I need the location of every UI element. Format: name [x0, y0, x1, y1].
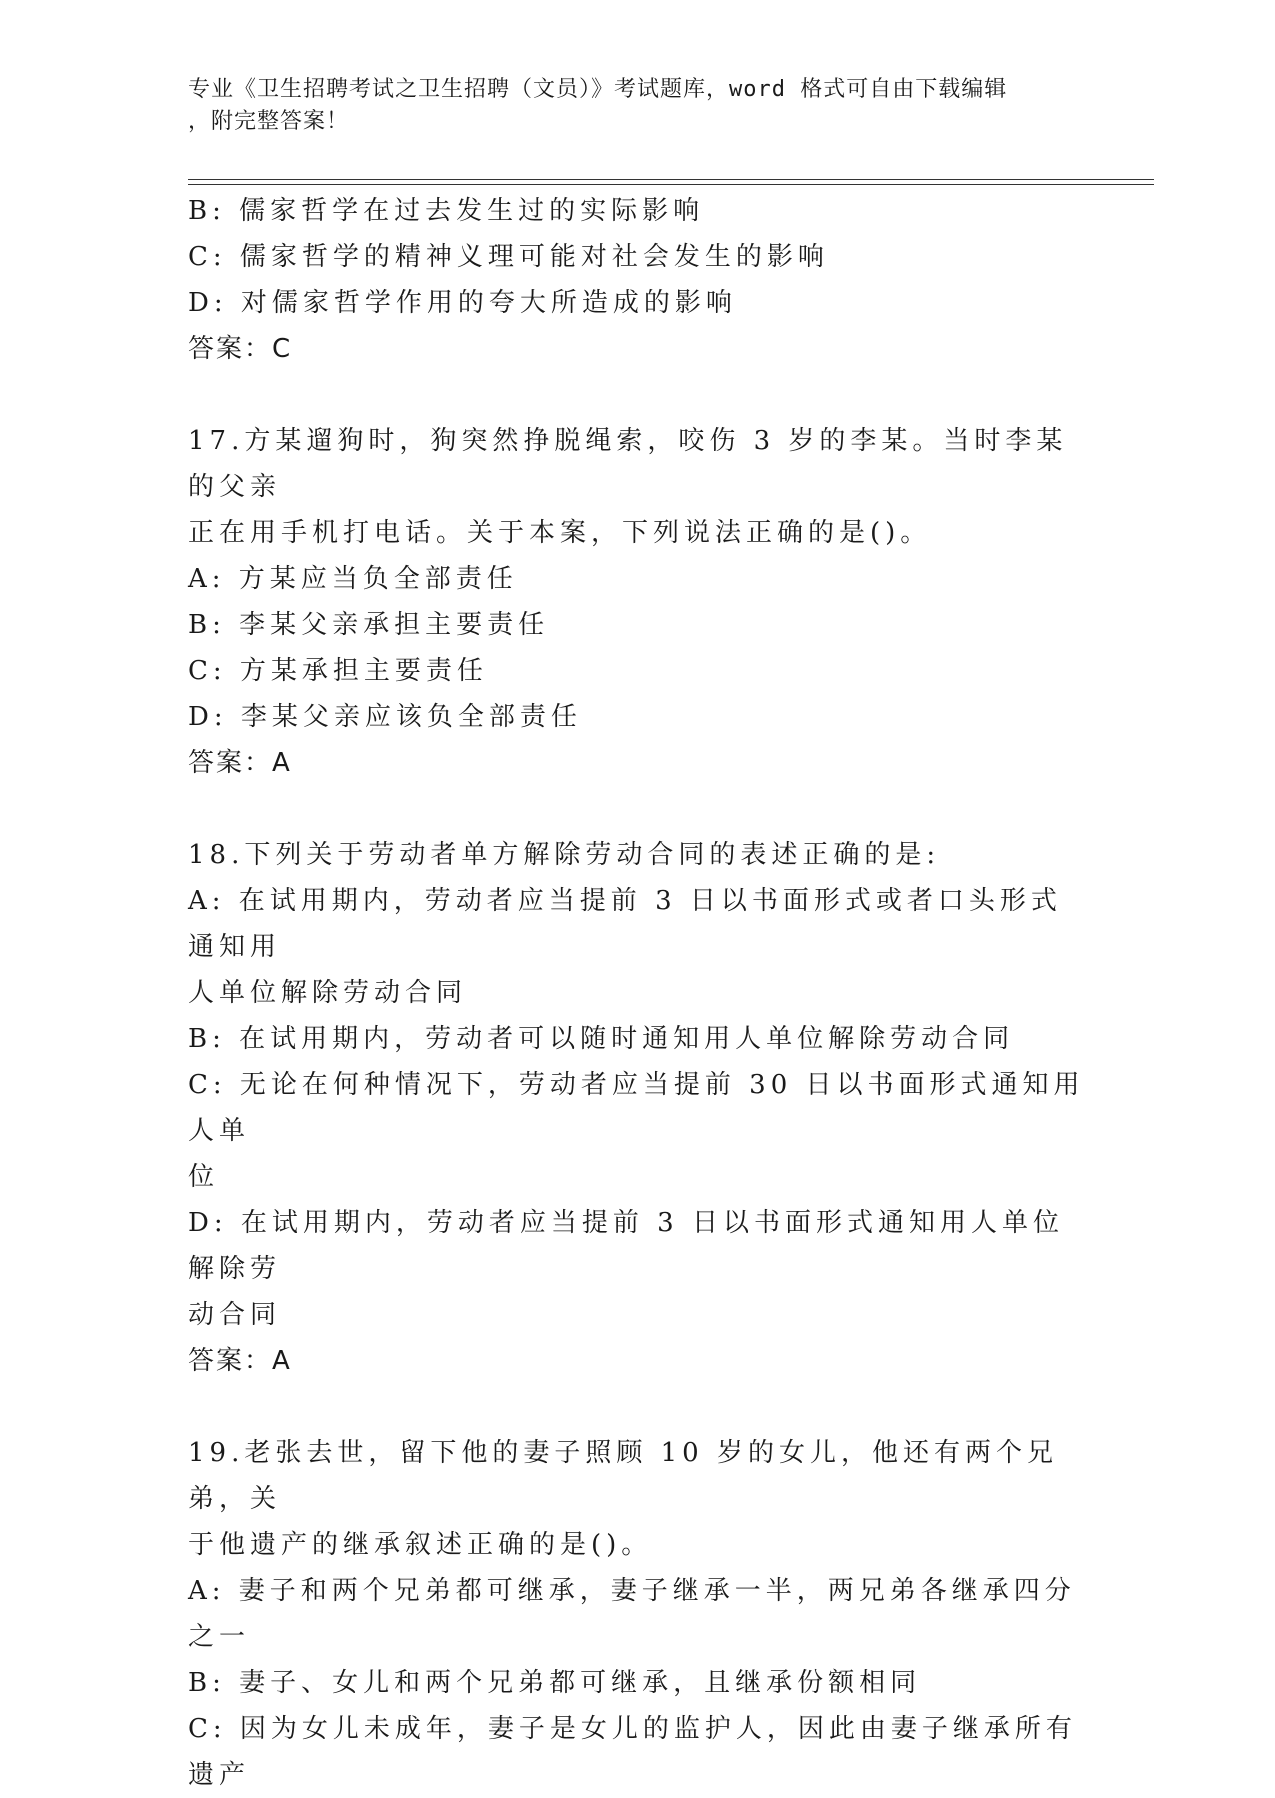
answer: 答案：C: [188, 334, 293, 364]
question-19: [188, 1430, 1088, 1798]
question-stem: 19.老张去世，留下他的妻子照顾 10 岁的女儿，他还有两个兄弟，关: [188, 1438, 1058, 1514]
option-b: B: 儒家哲学在过去发生过的实际影响: [188, 196, 705, 226]
option-c-cont: 位: [188, 1162, 220, 1192]
option-c: C: 儒家哲学的精神义理可能对社会发生的影响: [188, 242, 829, 272]
header-line-2: ，附完整答案！: [188, 109, 350, 134]
answer: 答案：A: [188, 1346, 292, 1376]
question-stem-cont: 于他遗产的继承叙述正确的是()。: [188, 1530, 653, 1560]
option-d: D: 对儒家哲学作用的夸大所造成的影响: [188, 288, 737, 318]
document-body: [188, 188, 1088, 1798]
question-stem: 17.方某遛狗时，狗突然挣脱绳索，咬伤 3 岁的李某。当时李某的父亲: [188, 426, 1068, 502]
spacer: [188, 372, 1088, 418]
option-a: A: 在试用期内，劳动者应当提前 3 日以书面形式或者口头形式通知用: [188, 886, 1062, 962]
question-stem: 18.下列关于劳动者单方解除劳动合同的表述正确的是:: [188, 840, 941, 870]
option-d-cont: 动合同: [188, 1300, 282, 1330]
option-b: B: 妻子、女儿和两个兄弟都可继承，且继承份额相同: [188, 1668, 922, 1698]
question-17: [188, 418, 1088, 786]
option-c: C: 因为女儿未成年，妻子是女儿的监护人，因此由妻子继承所有遗产: [188, 1714, 1077, 1790]
spacer: [188, 786, 1088, 832]
option-b: B: 李某父亲承担主要责任: [188, 610, 550, 640]
question-18: [188, 832, 1088, 1384]
option-d: D: 在试用期内，劳动者应当提前 3 日以书面形式通知用人单位解除劳: [188, 1208, 1064, 1284]
spacer: [188, 1384, 1088, 1430]
question-16-tail: [188, 188, 1088, 372]
header-line-1: 专业《卫生招聘考试之卫生招聘（文员）》考试题库，word 格式可自由下载编辑: [188, 77, 1008, 102]
option-a: A: 方某应当负全部责任: [188, 564, 518, 594]
header-rule-bottom: [188, 184, 1154, 185]
option-a: A: 妻子和两个兄弟都可继承，妻子继承一半，两兄弟各继承四分之一: [188, 1576, 1076, 1652]
option-c: C: 方某承担主要责任: [188, 656, 488, 686]
document-header: [188, 74, 1068, 138]
header-rule-top: [188, 179, 1154, 180]
option-b: B: 在试用期内，劳动者可以随时通知用人单位解除劳动合同: [188, 1024, 1015, 1054]
answer: 答案：A: [188, 748, 292, 778]
option-c: C: 无论在何种情况下，劳动者应当提前 30 日以书面形式通知用人单: [188, 1070, 1085, 1146]
option-a-cont: 人单位解除劳动合同: [188, 978, 468, 1008]
option-d: D: 李某父亲应该负全部责任: [188, 702, 582, 732]
question-stem-cont: 正在用手机打电话。关于本案，下列说法正确的是()。: [188, 518, 932, 548]
